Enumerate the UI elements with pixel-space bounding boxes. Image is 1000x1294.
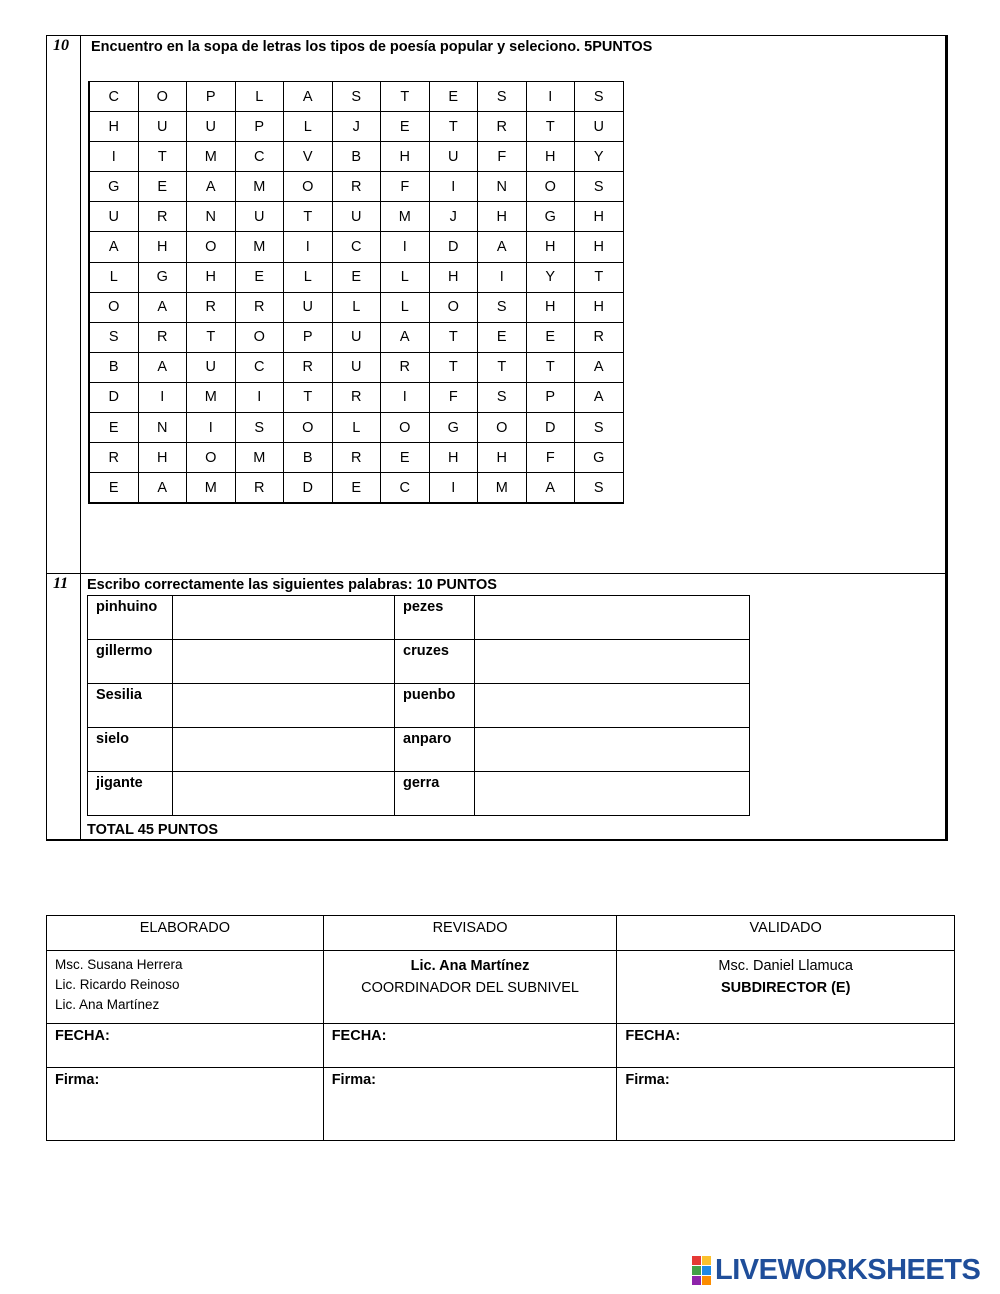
grid-letter[interactable]: C xyxy=(332,232,381,262)
grid-letter[interactable]: I xyxy=(187,413,236,443)
grid-letter[interactable]: A xyxy=(381,322,430,352)
misspelled-word: puenbo xyxy=(395,684,475,728)
grid-letter[interactable]: E xyxy=(138,172,187,202)
grid-letter[interactable]: P xyxy=(284,322,333,352)
grid-letter[interactable]: E xyxy=(89,413,138,443)
grid-letter[interactable]: H xyxy=(187,262,236,292)
grid-letter[interactable]: L xyxy=(381,262,430,292)
grid-row xyxy=(89,262,623,292)
grid-letter[interactable]: H xyxy=(89,112,138,142)
correction-field[interactable] xyxy=(475,728,750,772)
grid-row xyxy=(89,142,623,172)
grid-letter[interactable]: U xyxy=(138,112,187,142)
grid-letter[interactable]: T xyxy=(284,382,333,412)
grid-letter[interactable]: J xyxy=(429,202,478,232)
grid-letter[interactable]: P xyxy=(526,382,575,412)
validado-name: Msc. Daniel Llamuca xyxy=(718,958,853,974)
grid-letter[interactable]: H xyxy=(429,262,478,292)
grid-letter[interactable]: I xyxy=(235,382,284,412)
grid-letter[interactable]: E xyxy=(381,443,430,473)
grid-letter[interactable]: O xyxy=(187,232,236,262)
grid-letter[interactable]: U xyxy=(235,202,284,232)
grid-letter[interactable]: H xyxy=(381,142,430,172)
correction-field[interactable] xyxy=(173,596,395,640)
grid-letter[interactable]: H xyxy=(478,443,527,473)
grid-letter[interactable]: G xyxy=(138,262,187,292)
grid-letter[interactable]: C xyxy=(381,473,430,504)
grid-letter[interactable]: F xyxy=(526,443,575,473)
grid-letter[interactable]: H xyxy=(526,232,575,262)
spelling-row xyxy=(88,640,750,684)
liveworksheets-logo xyxy=(692,1255,980,1285)
firma-row xyxy=(47,1068,955,1141)
grid-letter[interactable]: O xyxy=(89,292,138,322)
grid-letter[interactable]: T xyxy=(429,322,478,352)
grid-letter[interactable]: H xyxy=(138,232,187,262)
grid-letter[interactable]: A xyxy=(187,172,236,202)
grid-letter[interactable]: E xyxy=(429,82,478,112)
elaborado-name: Lic. Ricardo Reinoso xyxy=(55,977,180,992)
grid-letter[interactable]: T xyxy=(381,82,430,112)
grid-row xyxy=(89,82,623,112)
grid-letter[interactable]: I xyxy=(478,262,527,292)
spelling-row xyxy=(88,772,750,816)
grid-letter[interactable]: S xyxy=(478,382,527,412)
liveworksheets-logo-text: LIVEWORKSHEETS xyxy=(715,1254,981,1286)
grid-letter[interactable]: E xyxy=(89,473,138,504)
correction-field[interactable] xyxy=(173,640,395,684)
question-separator xyxy=(47,573,945,574)
misspelled-word: gillermo xyxy=(88,640,173,684)
grid-letter[interactable]: R xyxy=(138,322,187,352)
correction-field[interactable] xyxy=(475,684,750,728)
grid-letter[interactable]: E xyxy=(235,262,284,292)
grid-letter[interactable]: M xyxy=(187,142,236,172)
questions-frame xyxy=(46,35,948,841)
logo-square xyxy=(692,1266,701,1275)
grid-letter[interactable]: A xyxy=(89,232,138,262)
grid-letter[interactable]: R xyxy=(332,172,381,202)
spelling-row xyxy=(88,596,750,640)
elaborado-name: Lic. Ana Martínez xyxy=(55,997,160,1012)
validado-cell xyxy=(617,951,955,1024)
grid-letter[interactable]: A xyxy=(138,292,187,322)
grid-letter[interactable]: T xyxy=(526,352,575,382)
grid-letter[interactable]: A xyxy=(138,352,187,382)
grid-letter[interactable]: E xyxy=(526,322,575,352)
revisado-name: Lic. Ana Martínez xyxy=(410,958,530,974)
grid-letter[interactable]: G xyxy=(89,172,138,202)
grid-letter[interactable]: U xyxy=(429,142,478,172)
grid-letter[interactable]: E xyxy=(381,112,430,142)
correction-field[interactable] xyxy=(475,772,750,816)
grid-letter[interactable]: B xyxy=(332,142,381,172)
grid-letter[interactable]: A xyxy=(575,382,624,412)
grid-letter[interactable]: I xyxy=(526,82,575,112)
grid-letter[interactable]: L xyxy=(284,262,333,292)
grid-letter[interactable]: R xyxy=(235,292,284,322)
grid-letter[interactable]: M xyxy=(381,202,430,232)
liveworksheets-logo-icon xyxy=(692,1256,711,1285)
grid-letter[interactable]: I xyxy=(429,172,478,202)
revisado-role: COORDINADOR DEL SUBNIVEL xyxy=(361,980,579,996)
elaborado-names xyxy=(47,951,324,1024)
grid-letter[interactable]: F xyxy=(381,172,430,202)
grid-letter[interactable]: U xyxy=(575,112,624,142)
correction-field[interactable] xyxy=(475,596,750,640)
misspelled-word: sielo xyxy=(88,728,173,772)
grid-letter[interactable]: S xyxy=(478,292,527,322)
correction-field[interactable] xyxy=(173,684,395,728)
correction-field[interactable] xyxy=(173,772,395,816)
grid-letter[interactable]: U xyxy=(332,352,381,382)
grid-letter[interactable]: T xyxy=(575,262,624,292)
grid-letter[interactable]: V xyxy=(284,142,333,172)
grid-letter[interactable]: U xyxy=(89,202,138,232)
grid-letter[interactable]: R xyxy=(332,443,381,473)
grid-letter[interactable]: R xyxy=(575,322,624,352)
grid-letter[interactable]: G xyxy=(575,443,624,473)
grid-letter[interactable]: O xyxy=(478,413,527,443)
grid-row xyxy=(89,112,623,142)
grid-letter[interactable]: R xyxy=(235,473,284,504)
misspelled-word: gerra xyxy=(395,772,475,816)
total-points: TOTAL 45 PUNTOS xyxy=(87,822,219,838)
grid-letter[interactable]: T xyxy=(187,322,236,352)
logo-square xyxy=(702,1256,711,1265)
grid-letter[interactable]: M xyxy=(235,172,284,202)
grid-letter[interactable]: T xyxy=(478,352,527,382)
grid-letter[interactable]: O xyxy=(526,172,575,202)
grid-letter[interactable]: I xyxy=(381,232,430,262)
grid-letter[interactable]: I xyxy=(89,142,138,172)
grid-letter[interactable]: C xyxy=(235,352,284,382)
grid-letter[interactable]: O xyxy=(235,322,284,352)
grid-letter[interactable]: I xyxy=(284,232,333,262)
misspelled-word: anparo xyxy=(395,728,475,772)
grid-letter[interactable]: T xyxy=(429,112,478,142)
grid-letter[interactable]: L xyxy=(381,292,430,322)
grid-letter[interactable]: O xyxy=(284,413,333,443)
elaborado-name: Msc. Susana Herrera xyxy=(55,957,183,972)
grid-letter[interactable]: S xyxy=(478,82,527,112)
grid-letter[interactable]: A xyxy=(284,82,333,112)
grid-letter[interactable]: A xyxy=(138,473,187,504)
fecha-elaborado[interactable]: FECHA: xyxy=(47,1024,324,1068)
grid-letter[interactable]: N xyxy=(138,413,187,443)
grid-letter[interactable]: O xyxy=(284,172,333,202)
firma-revisado[interactable]: Firma: xyxy=(323,1068,617,1141)
misspelled-word: Sesilia xyxy=(88,684,173,728)
fecha-validado[interactable]: FECHA: xyxy=(617,1024,955,1068)
grid-letter[interactable]: L xyxy=(235,82,284,112)
grid-letter[interactable]: N xyxy=(478,172,527,202)
grid-letter[interactable]: B xyxy=(89,352,138,382)
grid-letter[interactable]: M xyxy=(235,443,284,473)
grid-letter[interactable]: H xyxy=(526,142,575,172)
grid-row xyxy=(89,473,623,504)
grid-letter[interactable]: S xyxy=(89,322,138,352)
grid-letter[interactable]: U xyxy=(187,352,236,382)
header-validado: VALIDADO xyxy=(617,916,955,951)
grid-letter[interactable]: L xyxy=(332,413,381,443)
misspelled-word: pezes xyxy=(395,596,475,640)
grid-letter[interactable]: T xyxy=(526,112,575,142)
grid-letter[interactable]: Y xyxy=(526,262,575,292)
grid-row xyxy=(89,202,623,232)
grid-letter[interactable]: U xyxy=(284,292,333,322)
grid-letter[interactable]: H xyxy=(575,292,624,322)
spelling-row xyxy=(88,684,750,728)
grid-letter[interactable]: I xyxy=(138,382,187,412)
grid-letter[interactable]: H xyxy=(526,292,575,322)
grid-letter[interactable]: T xyxy=(284,202,333,232)
grid-letter[interactable]: E xyxy=(332,473,381,504)
grid-row xyxy=(89,232,623,262)
grid-letter[interactable]: D xyxy=(284,473,333,504)
question-10-number: 10 xyxy=(53,37,69,54)
grid-letter[interactable]: H xyxy=(478,202,527,232)
grid-letter[interactable]: N xyxy=(187,202,236,232)
grid-letter[interactable]: D xyxy=(89,382,138,412)
header-elaborado: ELABORADO xyxy=(47,916,324,951)
spelling-row xyxy=(88,728,750,772)
grid-letter[interactable]: S xyxy=(235,413,284,443)
logo-square xyxy=(702,1276,711,1285)
grid-row xyxy=(89,172,623,202)
grid-letter[interactable]: Y xyxy=(575,142,624,172)
signature-header-row xyxy=(47,916,955,951)
logo-square xyxy=(692,1276,701,1285)
grid-letter[interactable]: P xyxy=(187,82,236,112)
grid-letter[interactable]: U xyxy=(332,202,381,232)
grid-letter[interactable]: J xyxy=(332,112,381,142)
question-11-number: 11 xyxy=(53,575,69,592)
grid-letter[interactable]: L xyxy=(284,112,333,142)
grid-letter[interactable]: H xyxy=(429,443,478,473)
signature-table xyxy=(46,915,955,1141)
grid-letter[interactable]: S xyxy=(575,473,624,504)
grid-letter[interactable]: U xyxy=(187,112,236,142)
validado-role: SUBDIRECTOR (E) xyxy=(720,980,851,996)
question-11-instruction: Escribo correctamente las siguientes palabras: 10 PUNTOS xyxy=(87,577,497,593)
grid-letter[interactable]: U xyxy=(332,322,381,352)
spelling-table xyxy=(87,595,750,816)
grid-letter[interactable]: R xyxy=(89,443,138,473)
grid-letter[interactable]: R xyxy=(478,112,527,142)
grid-letter[interactable]: B xyxy=(284,443,333,473)
grid-letter[interactable]: I xyxy=(381,382,430,412)
grid-row xyxy=(89,413,623,443)
grid-letter[interactable]: A xyxy=(575,352,624,382)
grid-letter[interactable]: O xyxy=(381,413,430,443)
grid-letter[interactable]: L xyxy=(89,262,138,292)
grid-letter[interactable]: O xyxy=(187,443,236,473)
grid-row xyxy=(89,322,623,352)
grid-row xyxy=(89,443,623,473)
grid-letter[interactable]: R xyxy=(138,202,187,232)
grid-row xyxy=(89,352,623,382)
grid-letter[interactable]: O xyxy=(138,82,187,112)
grid-letter[interactable]: R xyxy=(187,292,236,322)
revisado-cell xyxy=(323,951,617,1024)
grid-letter[interactable]: T xyxy=(138,142,187,172)
grid-letter[interactable]: D xyxy=(526,413,575,443)
signature-names-row xyxy=(47,951,955,1024)
grid-letter[interactable]: H xyxy=(575,202,624,232)
firma-elaborado[interactable]: Firma: xyxy=(47,1068,324,1141)
number-column-divider xyxy=(80,36,81,839)
grid-letter[interactable]: R xyxy=(332,382,381,412)
misspelled-word: jigante xyxy=(88,772,173,816)
fecha-row xyxy=(47,1024,955,1068)
grid-letter[interactable]: H xyxy=(575,232,624,262)
grid-letter[interactable]: R xyxy=(381,352,430,382)
grid-letter[interactable]: M xyxy=(187,382,236,412)
grid-letter[interactable]: S xyxy=(575,172,624,202)
grid-letter[interactable]: S xyxy=(575,82,624,112)
grid-letter[interactable]: P xyxy=(235,112,284,142)
grid-letter[interactable]: C xyxy=(89,82,138,112)
header-revisado: REVISADO xyxy=(323,916,617,951)
grid-letter[interactable]: H xyxy=(138,443,187,473)
grid-letter[interactable]: O xyxy=(429,292,478,322)
grid-letter[interactable]: E xyxy=(478,322,527,352)
grid-letter[interactable]: S xyxy=(332,82,381,112)
correction-field[interactable] xyxy=(173,728,395,772)
grid-letter[interactable]: R xyxy=(284,352,333,382)
grid-letter[interactable]: L xyxy=(332,292,381,322)
grid-letter[interactable]: D xyxy=(429,232,478,262)
grid-letter[interactable]: A xyxy=(526,473,575,504)
grid-letter[interactable]: G xyxy=(429,413,478,443)
grid-letter[interactable]: I xyxy=(429,473,478,504)
grid-letter[interactable]: M xyxy=(235,232,284,262)
fecha-revisado[interactable]: FECHA: xyxy=(323,1024,617,1068)
grid-letter[interactable]: M xyxy=(187,473,236,504)
grid-letter[interactable]: S xyxy=(575,413,624,443)
grid-letter[interactable]: G xyxy=(526,202,575,232)
logo-square xyxy=(702,1266,711,1275)
grid-letter[interactable]: T xyxy=(429,352,478,382)
correction-field[interactable] xyxy=(475,640,750,684)
grid-row xyxy=(89,292,623,322)
misspelled-word: cruzes xyxy=(395,640,475,684)
grid-row xyxy=(89,382,623,412)
firma-validado[interactable]: Firma: xyxy=(617,1068,955,1141)
grid-letter[interactable]: M xyxy=(478,473,527,504)
grid-letter[interactable]: F xyxy=(478,142,527,172)
grid-letter[interactable]: F xyxy=(429,382,478,412)
grid-letter[interactable]: E xyxy=(332,262,381,292)
question-10-instruction: Encuentro en la sopa de letras los tipos de poesía popular y seleciono. 5PUNTOS xyxy=(91,39,653,55)
grid-letter[interactable]: A xyxy=(478,232,527,262)
grid-letter[interactable]: C xyxy=(235,142,284,172)
word-search-grid xyxy=(88,81,624,504)
logo-square xyxy=(692,1256,701,1265)
misspelled-word: pinhuino xyxy=(88,596,173,640)
